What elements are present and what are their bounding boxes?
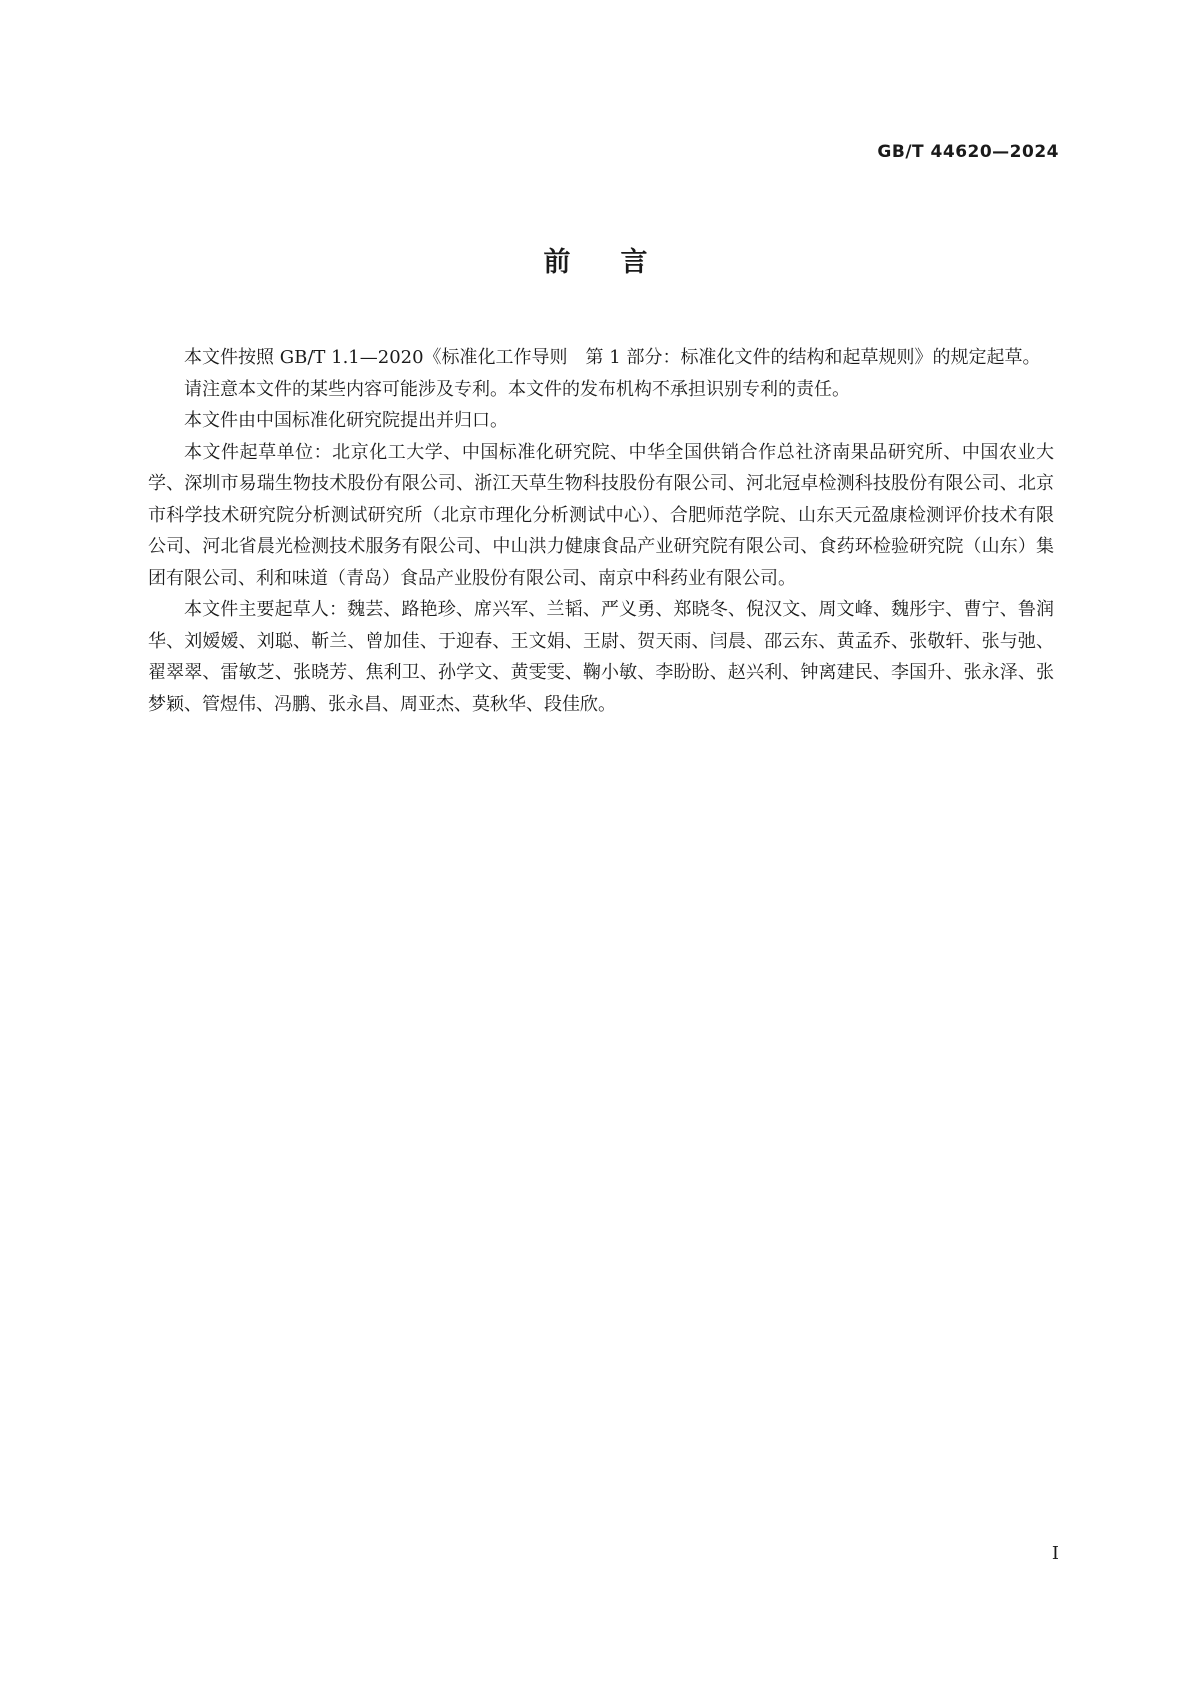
standard-number: GB/T 44620—2024 [877,142,1059,162]
paragraph-proposer: 本文件由中国标准化研究院提出并归口。 [184,410,508,431]
paragraph-main-drafters: 本文件主要起草人：魏芸、路艳珍、席兴军、兰韬、严义勇、郑晓冬、倪汉文、周文峰、魏彤宇、曹宁、鲁润华、刘嫒嫒、刘聪、靳兰、曾加佳、于迎春、王文娟、王尉、贺天雨、闫晨、邵云东、黄孟乔、张敬轩、张与弛、翟翠翠、雷敏芝、张晓芳、焦利卫、孙学文、黄雯雯、鞠小敏、李盼盼、赵兴利、钟离建民、李国升、张永泽、张梦颖、管煜伟、冯鹏、张永昌、周亚杰、莫秋华、段佳欣。 [148,599,1054,715]
paragraph-patent-notice: 请注意本文件的某些内容可能涉及专利。本文件的发布机构不承担识别专利的责任。 [184,378,850,400]
page-title: 前言 [543,247,698,278]
foreword-body [148,342,1054,720]
page-number: Ⅰ [1051,1543,1059,1564]
paragraph-drafting-rules: 本文件按照 GB/T 1.1—2020《标准化工作导则 第 1 部分：标准化文件的结构和起草规则》的规定起草。 [184,347,1041,368]
paragraph-drafting-organizations: 本文件起草单位：北京化工大学、中国标准化研究院、中华全国供销合作总社济南果品研究所、中国农业大学、深圳市易瑞生物技术股份有限公司、浙江天草生物科技股份有限公司、河北冠卓检测科技股份有限公司、北京市科学技术研究院分析测试研究所（北京市理化分析测试中心）、合肥师范学院、山东天元盈康检测评价技术有限公司、河北省晨光检测技术服务有限公司、中山洪力健康食品产业研究院有限公司、食药环检验研究院（山东）集团有限公司、利和味道（青岛）食品产业股份有限公司、南京中科药业有限公司。 [148,441,1054,589]
